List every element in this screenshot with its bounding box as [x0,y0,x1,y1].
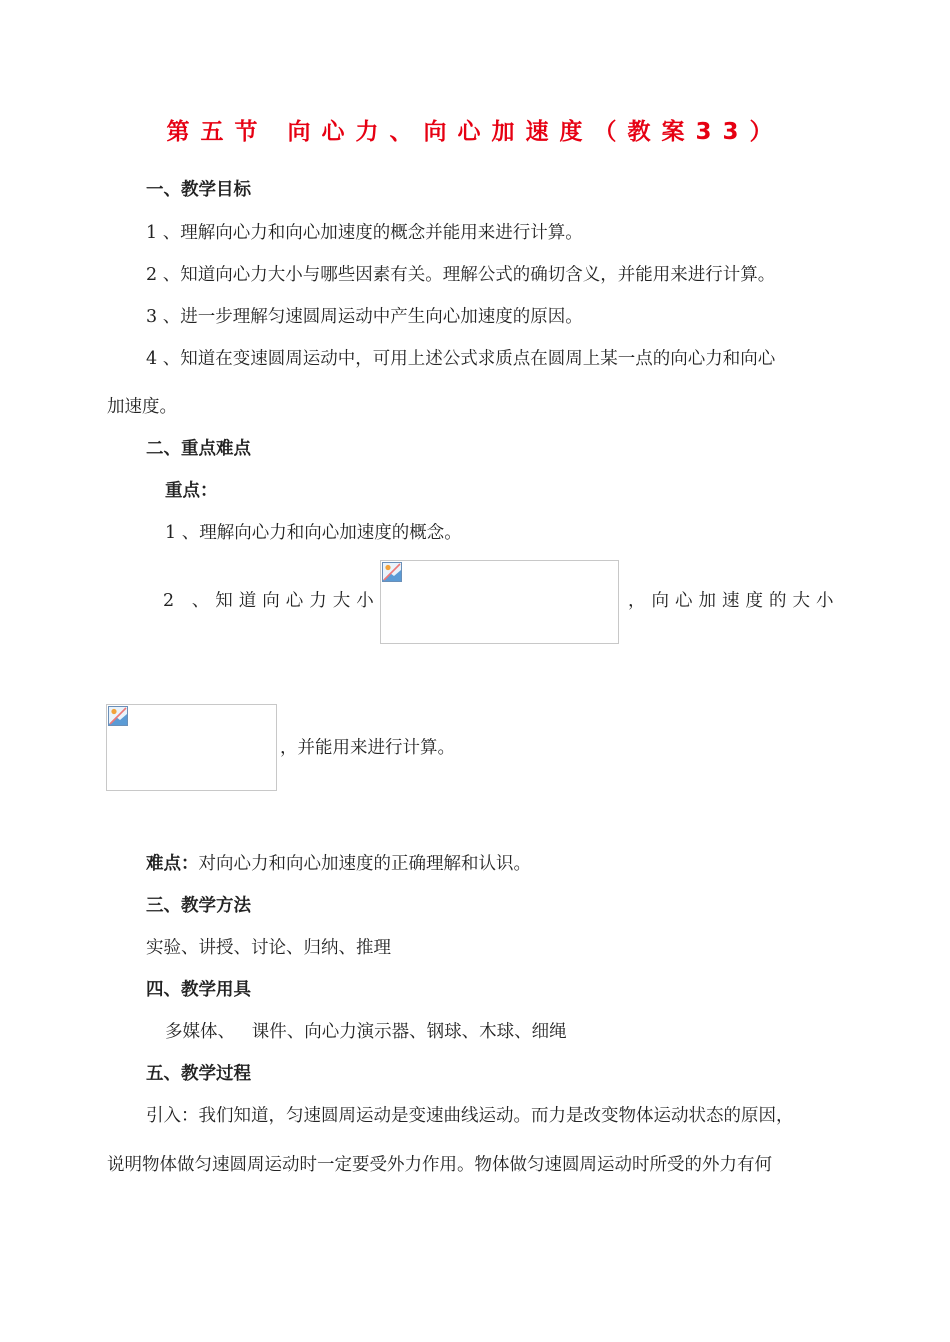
section-heading-tools: 四、教学用具 [146,980,251,1000]
intro-line-2: 说明物体做匀速圆周运动时一定要受外力作用。物体做匀速圆周运动时所受的外力有何 [107,1155,772,1175]
section-heading-methods: 三、教学方法 [146,896,251,916]
section-heading-keypoints: 二、重点难点 [146,439,251,459]
focus-item-2-right: ，向心加速度的大小 [628,591,840,611]
tools-text: 多媒体、 课件、向心力演示器、钢球、木球、细绳 [165,1022,567,1042]
difficulty-text: 对向心力和向心加速度的正确理解和认识。 [198,854,531,874]
methods-text: 实验、讲授、讨论、归纳、推理 [146,938,391,958]
focus-label: 重点： [165,481,218,501]
broken-image-icon [107,705,129,727]
goal-item-4-line-1: 4 、知道在变速圆周运动中，可用上述公式求质点在圆周上某一点的向心力和向心 [146,349,776,369]
focus-item-2-continuation: ，并能用来进行计算。 [280,738,455,758]
section-heading-goals: 一、教学目标 [146,180,251,200]
intro-line-1: 引入：我们知道，匀速圆周运动是变速曲线运动。而力是改变物体运动状态的原因， [146,1106,794,1126]
goal-item-4-line-2: 加速度。 [107,397,177,417]
formula-image-1 [380,560,619,644]
page-title: 第五节 向心力、向心加速度（教案33） [166,119,784,145]
broken-image-icon [381,561,403,583]
focus-item-1: 1 、理解向心力和向心加速度的概念。 [165,523,462,543]
difficulty-row [146,852,531,876]
formula-image-2 [106,704,277,791]
goal-item-1: 1 、理解向心力和向心加速度的概念并能用来进行计算。 [146,223,583,243]
goal-item-3: 3 、进一步理解匀速圆周运动中产生向心加速度的原因。 [146,307,583,327]
section-heading-process: 五、教学过程 [146,1064,251,1084]
difficulty-label: 难点： [146,854,199,874]
focus-item-2-left: 2 、知道向心力大小 [163,591,380,611]
goal-item-2: 2 、知道向心力大小与哪些因素有关。理解公式的确切含义，并能用来进行计算。 [146,265,776,285]
